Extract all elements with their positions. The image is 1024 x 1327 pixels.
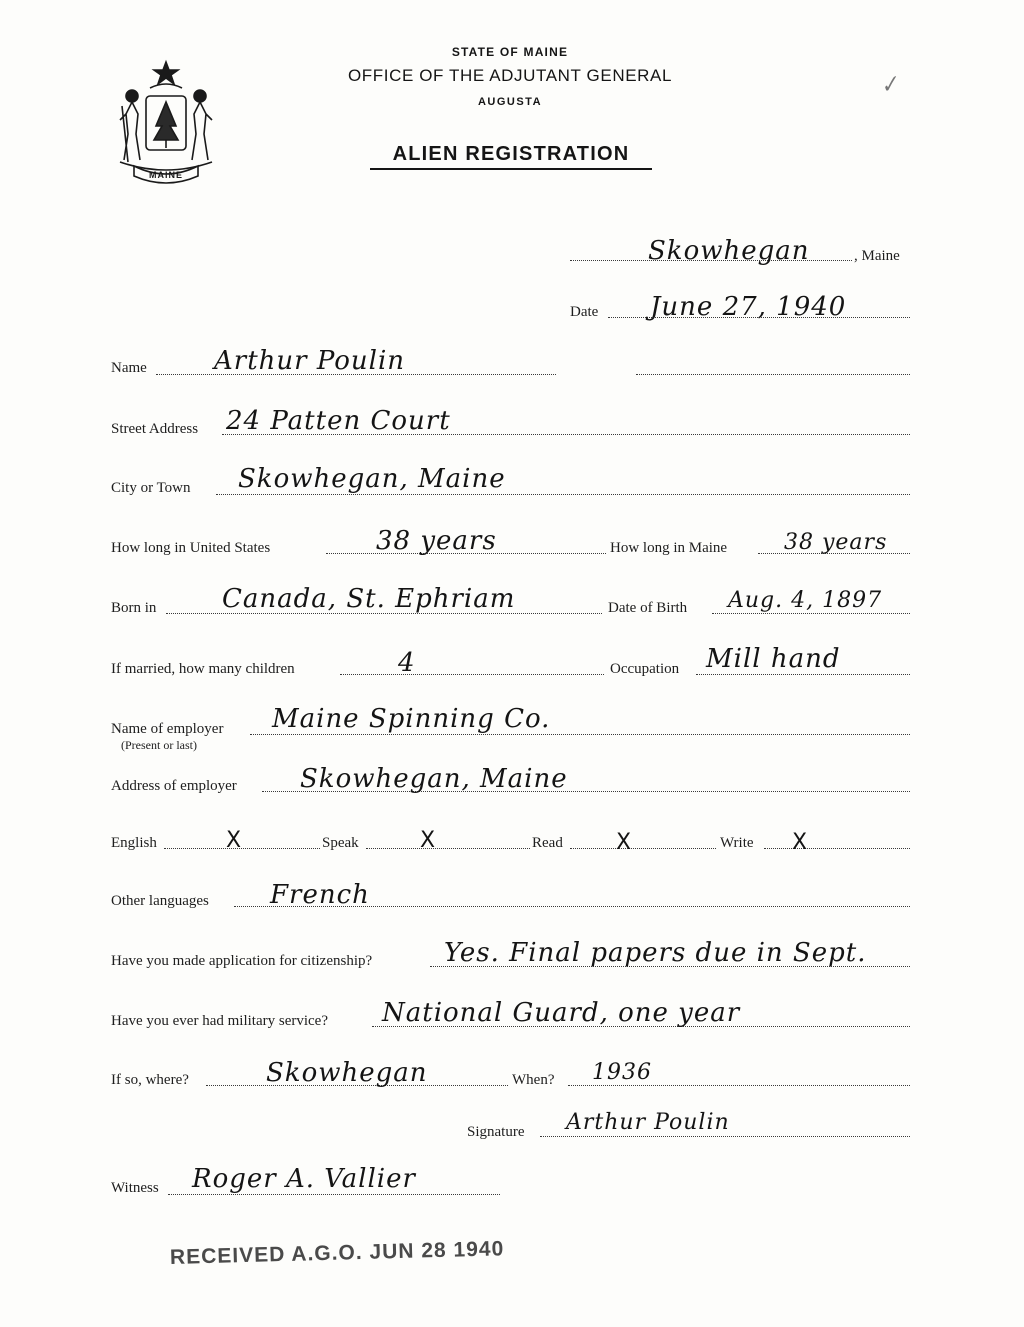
- witness-value: Roger A. Vallier: [192, 1164, 416, 1194]
- when-line: [568, 1085, 910, 1086]
- in-maine-value: 38 years: [784, 530, 888, 555]
- street-value: 24 Patten Court: [226, 406, 451, 436]
- military-value: National Guard, one year: [382, 998, 741, 1028]
- employer-address-label: Address of employer: [111, 778, 237, 794]
- employer-value: Maine Spinning Co.: [272, 704, 551, 734]
- name-label: Name: [111, 360, 147, 376]
- witness-label: Witness: [111, 1180, 159, 1196]
- children-value: 4: [398, 648, 416, 678]
- form-title: ALIEN REGISTRATION: [370, 143, 652, 170]
- speak-label: Speak: [322, 835, 359, 851]
- english-mark: X: [226, 828, 242, 853]
- employer-sublabel: (Present or last): [121, 738, 197, 752]
- town-suffix: , Maine: [854, 248, 900, 264]
- citizenship-label: Have you made application for citizenship?: [111, 953, 373, 969]
- name-line-2: [636, 374, 910, 375]
- where-label: If so, where?: [111, 1072, 189, 1088]
- employer-line: [250, 734, 910, 735]
- read-mark: X: [616, 830, 632, 855]
- english-label: English: [111, 835, 157, 851]
- signature-line: [540, 1136, 910, 1137]
- state-heading: STATE OF MAINE: [451, 45, 569, 59]
- date-label: Date: [570, 304, 599, 320]
- dob-line: [712, 613, 910, 614]
- children-line: [340, 674, 604, 675]
- check-mark: ✓: [876, 70, 902, 99]
- read-label: Read: [532, 835, 563, 851]
- city-heading: AUGUSTA: [477, 96, 543, 108]
- city-line: [216, 494, 910, 495]
- dob-label: Date of Birth: [608, 600, 688, 616]
- occupation-line: [696, 674, 910, 675]
- citizenship-value: Yes. Final papers due in Sept.: [444, 938, 867, 968]
- write-mark: X: [792, 830, 808, 855]
- english-line: [164, 848, 320, 849]
- in-maine-label: How long in Maine: [610, 540, 728, 556]
- office-heading: OFFICE OF THE ADJUTANT GENERAL: [347, 66, 673, 85]
- town-value: Skowhegan: [648, 236, 810, 266]
- other-languages-value: French: [270, 880, 370, 910]
- born-in-value: Canada, St. Ephriam: [222, 584, 516, 614]
- name-value: Arthur Poulin: [214, 346, 406, 376]
- speak-line: [366, 848, 530, 849]
- employer-label: Name of employer: [111, 721, 224, 737]
- employer-address-value: Skowhegan, Maine: [300, 764, 568, 794]
- when-label: When?: [512, 1072, 555, 1088]
- write-label: Write: [720, 835, 754, 851]
- date-value: June 27, 1940: [650, 292, 847, 322]
- dob-value: Aug. 4, 1897: [728, 588, 883, 613]
- witness-line: [168, 1194, 500, 1195]
- seal-text: MAINE: [149, 170, 183, 180]
- read-line: [570, 848, 716, 849]
- military-label: Have you ever had military service?: [111, 1013, 328, 1029]
- maine-state-seal: [112, 56, 220, 188]
- occupation-label: Occupation: [610, 661, 680, 677]
- signature-label: Signature: [467, 1124, 525, 1140]
- received-stamp: RECEIVED A.G.O. JUN 28 1940: [169, 1237, 505, 1269]
- in-us-label: How long in United States: [111, 540, 271, 556]
- occupation-value: Mill hand: [706, 644, 841, 674]
- in-us-value: 38 years: [376, 526, 497, 556]
- signature-value: Arthur Poulin: [566, 1110, 730, 1135]
- write-line: [764, 848, 910, 849]
- born-in-label: Born in: [111, 600, 157, 616]
- city-value: Skowhegan, Maine: [238, 464, 506, 494]
- children-label: If married, how many children: [111, 661, 295, 677]
- city-label: City or Town: [111, 480, 191, 496]
- speak-mark: X: [420, 828, 436, 853]
- street-label: Street Address: [111, 421, 199, 437]
- other-languages-label: Other languages: [111, 893, 209, 909]
- where-value: Skowhegan: [266, 1058, 428, 1088]
- when-value: 1936: [592, 1060, 652, 1085]
